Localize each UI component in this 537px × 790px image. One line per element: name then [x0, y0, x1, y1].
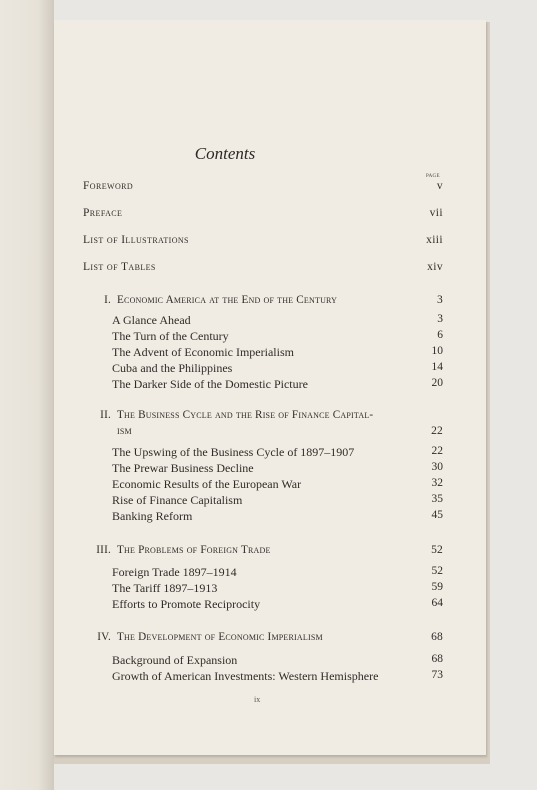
- section-page: 45: [431, 509, 443, 521]
- chapter-title: The Development of Economic Imperialism: [117, 631, 323, 643]
- toc-entry-page: xiii: [426, 234, 443, 246]
- section-page: 22: [431, 445, 443, 457]
- section-entry: [112, 653, 443, 668]
- section-label: Foreign Trade 1897–1914: [112, 565, 237, 579]
- section-entry: [112, 477, 443, 492]
- section-page: 64: [431, 597, 443, 609]
- toc-entry-preface: [83, 207, 443, 219]
- section-label: Background of Expansion: [112, 653, 238, 667]
- toc-entry-foreword: [83, 180, 443, 192]
- section-page: 73: [431, 669, 443, 681]
- chapter-heading: [89, 544, 443, 556]
- toc-entry-page: xiv: [427, 261, 443, 273]
- toc-entry-label: Foreword: [83, 180, 134, 192]
- chapter-page: 52: [431, 544, 443, 556]
- contents-page: [54, 20, 486, 755]
- chapter-title: The Business Cycle and the Rise of Finance Capital-: [117, 409, 374, 421]
- chapter-title: Economic America at the End of the Century: [117, 294, 338, 306]
- section-page: 10: [431, 345, 443, 357]
- toc-entry-list-of-tables: [83, 261, 443, 273]
- section-page: 6: [437, 329, 443, 341]
- chapter-page: 3: [437, 294, 443, 306]
- chapter-number: III.: [96, 544, 111, 556]
- section-entry: [112, 361, 443, 376]
- toc-entry-label: Preface: [83, 207, 123, 219]
- section-label: A Glance Ahead: [112, 313, 191, 327]
- section-label: The Darker Side of the Domestic Picture: [112, 377, 308, 391]
- section-entry: [112, 345, 443, 360]
- section-label: The Prewar Business Decline: [112, 461, 254, 475]
- section-label: Economic Results of the European War: [112, 477, 302, 491]
- section-entry: [112, 313, 443, 328]
- page-folio: ix: [254, 695, 261, 704]
- chapter-number: I.: [104, 294, 111, 306]
- chapter-page: 68: [431, 631, 443, 643]
- section-page: 14: [431, 361, 443, 373]
- chapter-heading: [89, 409, 443, 421]
- facing-page-edge: [0, 0, 54, 790]
- page-column-heading: PAGE: [426, 174, 440, 179]
- section-entry: [112, 461, 443, 476]
- section-page: 68: [431, 653, 443, 665]
- section-entry: [112, 581, 443, 596]
- section-page: 59: [431, 581, 443, 593]
- section-entry: [112, 445, 443, 460]
- chapter-title: The Problems of Foreign Trade: [117, 544, 271, 556]
- section-label: The Upswing of the Business Cycle of 1897–1907: [112, 445, 355, 459]
- section-entry: [112, 329, 443, 344]
- chapter-title-continued: ism: [117, 425, 132, 437]
- page-title: Contents: [194, 144, 256, 163]
- section-label: Growth of American Investments: Western Hemisphere: [112, 669, 379, 683]
- section-entry: [112, 509, 443, 524]
- chapter-page: 22: [431, 425, 443, 437]
- toc-entry-page: vii: [429, 207, 443, 219]
- section-label: The Tariff 1897–1913: [112, 581, 218, 595]
- section-label: Cuba and the Philippines: [112, 361, 233, 375]
- chapter-number: IV.: [97, 631, 111, 643]
- section-page: 20: [431, 377, 443, 389]
- chapter-number: II.: [100, 409, 111, 421]
- section-page: 52: [431, 565, 443, 577]
- section-page: 3: [437, 313, 443, 325]
- section-entry: [112, 565, 443, 580]
- section-entry: [112, 377, 443, 392]
- section-label: The Turn of the Century: [112, 329, 229, 343]
- section-label: Rise of Finance Capitalism: [112, 493, 243, 507]
- toc-entry-page: v: [436, 180, 443, 192]
- chapter-heading: [89, 631, 443, 643]
- section-page: 32: [431, 477, 443, 489]
- toc-entry-list-of-illustrations: [83, 234, 443, 246]
- section-page: 35: [431, 493, 443, 505]
- toc-entry-label: List of Illustrations: [83, 234, 189, 246]
- toc-entry-label: List of Tables: [83, 261, 156, 273]
- section-page: 30: [431, 461, 443, 473]
- section-entry: [112, 493, 443, 508]
- section-label: Efforts to Promote Reciprocity: [112, 597, 261, 611]
- chapter-heading: [89, 294, 443, 306]
- section-entry: [112, 669, 443, 684]
- section-label: The Advent of Economic Imperialism: [112, 345, 294, 359]
- section-label: Banking Reform: [112, 509, 193, 523]
- section-entry: [112, 597, 443, 612]
